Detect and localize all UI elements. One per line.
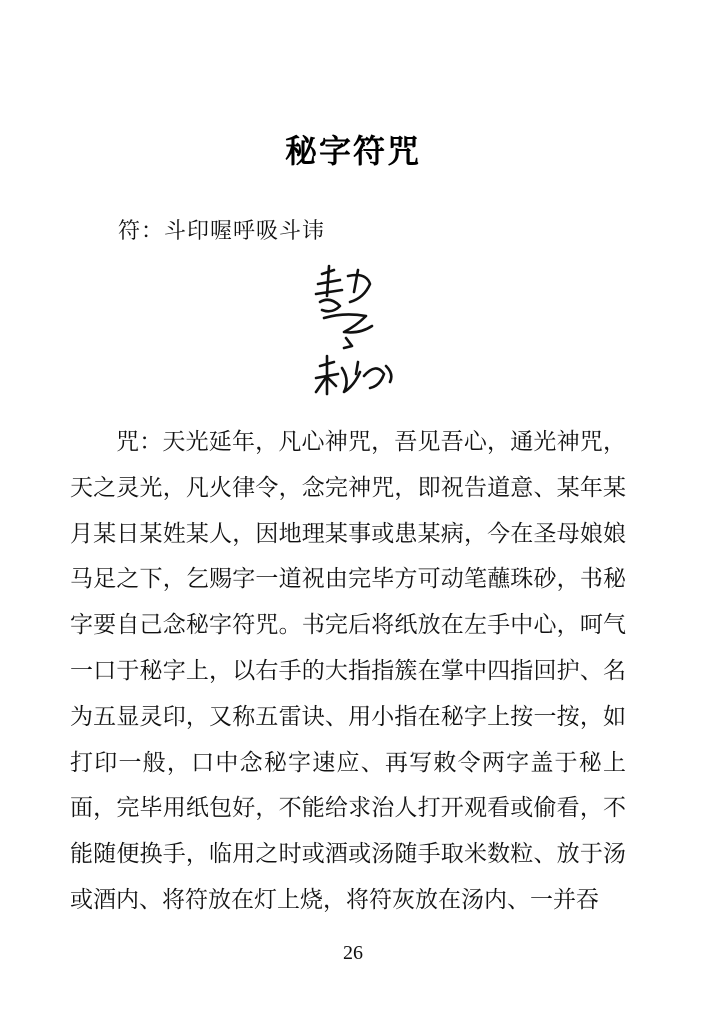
incantation-text: 咒：天光延年，凡心神咒，吾见吾心，通光神咒，天之灵光，凡火律令，念完神咒，即祝告道意、某年某月某日某姓某人，因地理某事或患某病，今在圣母娘娘马足之下，乞赐字一道祝由完毕方可动笔蘸珠砂，书秘字要自己念秘字符咒。书完后将纸放在左手中心，呵气一口于秘字上，以右手的大指指簇在掌中四指回护、名为五显灵印，又称五雷诀、用小指在秘字上按一按，如打印一般，口中念秘字速应、再写敕令两字盖于秘上面，完毕用纸包好，不能给求治人打开观看或偷看，不能随便换手，临用之时或酒或汤随手取米数粒、放于汤或酒内、将符放在灯上烧，将符灰放在汤内、一并吞 xyxy=(70,429,626,913)
body-paragraph xyxy=(70,420,626,924)
talisman-drawing xyxy=(300,262,400,404)
talisman-caption: 符：斗印喔呼吸斗讳 xyxy=(118,219,326,244)
page-number: 26 xyxy=(343,942,363,964)
page-title: 秘字符咒 xyxy=(284,132,421,170)
